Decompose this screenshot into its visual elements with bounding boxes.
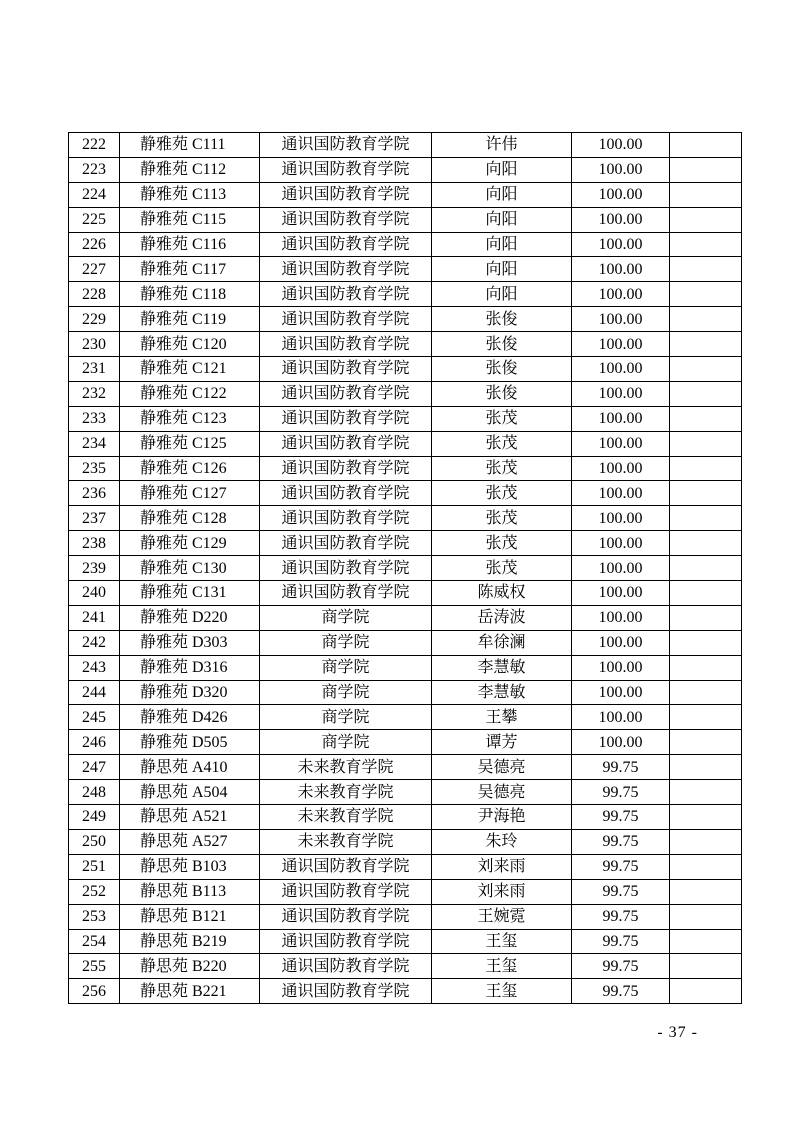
college-cell: 通识国防教育学院 bbox=[260, 556, 432, 581]
table-row bbox=[69, 879, 742, 904]
score-cell: 100.00 bbox=[572, 630, 670, 655]
remark-cell bbox=[670, 879, 742, 904]
row-number-cell: 245 bbox=[69, 705, 120, 730]
person-name-cell: 谭芳 bbox=[432, 730, 572, 755]
remark-cell bbox=[670, 307, 742, 332]
table-row bbox=[69, 655, 742, 680]
remark-cell bbox=[670, 780, 742, 805]
table-row bbox=[69, 456, 742, 481]
row-number-cell: 240 bbox=[69, 581, 120, 606]
table-row bbox=[69, 556, 742, 581]
score-cell: 100.00 bbox=[572, 481, 670, 506]
dorm-room-cell: 静思苑 B121 bbox=[120, 904, 260, 929]
table-row bbox=[69, 157, 742, 182]
person-name-cell: 张茂 bbox=[432, 556, 572, 581]
row-number-cell: 239 bbox=[69, 556, 120, 581]
remark-cell bbox=[670, 481, 742, 506]
score-cell: 100.00 bbox=[572, 282, 670, 307]
table-row bbox=[69, 506, 742, 531]
remark-cell bbox=[670, 954, 742, 979]
table-row bbox=[69, 630, 742, 655]
table-row bbox=[69, 954, 742, 979]
score-cell: 100.00 bbox=[572, 581, 670, 606]
row-number-cell: 249 bbox=[69, 805, 120, 830]
remark-cell bbox=[670, 282, 742, 307]
row-number-cell: 242 bbox=[69, 630, 120, 655]
college-cell: 未来教育学院 bbox=[260, 805, 432, 830]
row-number-cell: 233 bbox=[69, 406, 120, 431]
remark-cell bbox=[670, 805, 742, 830]
row-number-cell: 224 bbox=[69, 182, 120, 207]
row-number-cell: 234 bbox=[69, 431, 120, 456]
score-cell: 99.75 bbox=[572, 954, 670, 979]
remark-cell bbox=[670, 133, 742, 158]
person-name-cell: 刘来雨 bbox=[432, 879, 572, 904]
row-number-cell: 235 bbox=[69, 456, 120, 481]
dorm-room-cell: 静雅苑 C112 bbox=[120, 157, 260, 182]
person-name-cell: 张俊 bbox=[432, 332, 572, 357]
score-cell: 100.00 bbox=[572, 257, 670, 282]
dorm-room-cell: 静思苑 B103 bbox=[120, 854, 260, 879]
person-name-cell: 张茂 bbox=[432, 531, 572, 556]
person-name-cell: 吴德亮 bbox=[432, 755, 572, 780]
college-cell: 通识国防教育学院 bbox=[260, 954, 432, 979]
remark-cell bbox=[670, 655, 742, 680]
remark-cell bbox=[670, 157, 742, 182]
person-name-cell: 牟徐澜 bbox=[432, 630, 572, 655]
remark-cell bbox=[670, 929, 742, 954]
dorm-room-cell: 静雅苑 C115 bbox=[120, 207, 260, 232]
score-cell: 99.75 bbox=[572, 829, 670, 854]
dorm-room-cell: 静思苑 B220 bbox=[120, 954, 260, 979]
college-cell: 通识国防教育学院 bbox=[260, 257, 432, 282]
score-cell: 100.00 bbox=[572, 157, 670, 182]
person-name-cell: 向阳 bbox=[432, 282, 572, 307]
dorm-room-cell: 静雅苑 C121 bbox=[120, 357, 260, 382]
dorm-room-cell: 静思苑 A410 bbox=[120, 755, 260, 780]
person-name-cell: 张俊 bbox=[432, 357, 572, 382]
row-number-cell: 232 bbox=[69, 381, 120, 406]
row-number-cell: 241 bbox=[69, 605, 120, 630]
person-name-cell: 吴德亮 bbox=[432, 780, 572, 805]
dorm-room-cell: 静雅苑 C116 bbox=[120, 232, 260, 257]
remark-cell bbox=[670, 357, 742, 382]
row-number-cell: 236 bbox=[69, 481, 120, 506]
remark-cell bbox=[670, 232, 742, 257]
dorm-room-cell: 静雅苑 C127 bbox=[120, 481, 260, 506]
person-name-cell: 刘来雨 bbox=[432, 854, 572, 879]
person-name-cell: 张茂 bbox=[432, 406, 572, 431]
person-name-cell: 王玺 bbox=[432, 979, 572, 1004]
row-number-cell: 244 bbox=[69, 680, 120, 705]
dorm-room-cell: 静雅苑 C117 bbox=[120, 257, 260, 282]
row-number-cell: 250 bbox=[69, 829, 120, 854]
score-cell: 99.75 bbox=[572, 979, 670, 1004]
person-name-cell: 向阳 bbox=[432, 182, 572, 207]
remark-cell bbox=[670, 979, 742, 1004]
dorm-room-cell: 静雅苑 C118 bbox=[120, 282, 260, 307]
college-cell: 通识国防教育学院 bbox=[260, 406, 432, 431]
college-cell: 通识国防教育学院 bbox=[260, 904, 432, 929]
college-cell: 未来教育学院 bbox=[260, 755, 432, 780]
remark-cell bbox=[670, 406, 742, 431]
score-cell: 100.00 bbox=[572, 531, 670, 556]
score-cell: 100.00 bbox=[572, 357, 670, 382]
dorm-room-cell: 静雅苑 C129 bbox=[120, 531, 260, 556]
college-cell: 通识国防教育学院 bbox=[260, 456, 432, 481]
remark-cell bbox=[670, 854, 742, 879]
college-cell: 通识国防教育学院 bbox=[260, 581, 432, 606]
remark-cell bbox=[670, 182, 742, 207]
score-cell: 100.00 bbox=[572, 655, 670, 680]
score-cell: 99.75 bbox=[572, 805, 670, 830]
person-name-cell: 岳涛波 bbox=[432, 605, 572, 630]
college-cell: 未来教育学院 bbox=[260, 780, 432, 805]
row-number-cell: 253 bbox=[69, 904, 120, 929]
score-cell: 100.00 bbox=[572, 133, 670, 158]
score-cell: 99.75 bbox=[572, 929, 670, 954]
dorm-room-cell: 静雅苑 C128 bbox=[120, 506, 260, 531]
table-row bbox=[69, 979, 742, 1004]
dorm-room-cell: 静思苑 B219 bbox=[120, 929, 260, 954]
person-name-cell: 陈威权 bbox=[432, 581, 572, 606]
dorm-room-cell: 静雅苑 D320 bbox=[120, 680, 260, 705]
dorm-room-cell: 静思苑 A527 bbox=[120, 829, 260, 854]
person-name-cell: 王玺 bbox=[432, 954, 572, 979]
person-name-cell: 张茂 bbox=[432, 506, 572, 531]
person-name-cell: 张俊 bbox=[432, 381, 572, 406]
person-name-cell: 尹海艳 bbox=[432, 805, 572, 830]
score-cell: 100.00 bbox=[572, 182, 670, 207]
score-cell: 100.00 bbox=[572, 605, 670, 630]
college-cell: 商学院 bbox=[260, 655, 432, 680]
table-row bbox=[69, 730, 742, 755]
remark-cell bbox=[670, 705, 742, 730]
row-number-cell: 223 bbox=[69, 157, 120, 182]
score-cell: 99.75 bbox=[572, 780, 670, 805]
row-number-cell: 229 bbox=[69, 307, 120, 332]
score-cell: 100.00 bbox=[572, 680, 670, 705]
dorm-room-cell: 静雅苑 C130 bbox=[120, 556, 260, 581]
college-cell: 通识国防教育学院 bbox=[260, 979, 432, 1004]
person-name-cell: 李慧敏 bbox=[432, 680, 572, 705]
college-cell: 通识国防教育学院 bbox=[260, 307, 432, 332]
table-body bbox=[69, 133, 742, 1004]
college-cell: 通识国防教育学院 bbox=[260, 207, 432, 232]
page-number: - 37 - bbox=[657, 1024, 698, 1041]
score-cell: 100.00 bbox=[572, 431, 670, 456]
table-row bbox=[69, 431, 742, 456]
person-name-cell: 王玺 bbox=[432, 929, 572, 954]
score-cell: 100.00 bbox=[572, 556, 670, 581]
person-name-cell: 朱玲 bbox=[432, 829, 572, 854]
remark-cell bbox=[670, 257, 742, 282]
person-name-cell: 张俊 bbox=[432, 307, 572, 332]
college-cell: 通识国防教育学院 bbox=[260, 481, 432, 506]
row-number-cell: 252 bbox=[69, 879, 120, 904]
dorm-room-cell: 静雅苑 C120 bbox=[120, 332, 260, 357]
remark-cell bbox=[670, 581, 742, 606]
person-name-cell: 王攀 bbox=[432, 705, 572, 730]
table-row bbox=[69, 232, 742, 257]
college-cell: 通识国防教育学院 bbox=[260, 232, 432, 257]
dorm-room-cell: 静雅苑 D220 bbox=[120, 605, 260, 630]
college-cell: 通识国防教育学院 bbox=[260, 133, 432, 158]
college-cell: 通识国防教育学院 bbox=[260, 332, 432, 357]
dorm-room-cell: 静思苑 B221 bbox=[120, 979, 260, 1004]
row-number-cell: 251 bbox=[69, 854, 120, 879]
table-row bbox=[69, 705, 742, 730]
remark-cell bbox=[670, 829, 742, 854]
table-row bbox=[69, 780, 742, 805]
table-row bbox=[69, 755, 742, 780]
table-row bbox=[69, 381, 742, 406]
score-cell: 100.00 bbox=[572, 207, 670, 232]
score-cell: 100.00 bbox=[572, 705, 670, 730]
table-row bbox=[69, 332, 742, 357]
dorm-room-cell: 静思苑 B113 bbox=[120, 879, 260, 904]
person-name-cell: 张茂 bbox=[432, 456, 572, 481]
person-name-cell: 李慧敏 bbox=[432, 655, 572, 680]
college-cell: 通识国防教育学院 bbox=[260, 431, 432, 456]
dorm-room-cell: 静雅苑 C111 bbox=[120, 133, 260, 158]
person-name-cell: 张茂 bbox=[432, 481, 572, 506]
dorm-room-cell: 静雅苑 D505 bbox=[120, 730, 260, 755]
remark-cell bbox=[670, 605, 742, 630]
dorm-room-cell: 静雅苑 C126 bbox=[120, 456, 260, 481]
table-row bbox=[69, 257, 742, 282]
row-number-cell: 228 bbox=[69, 282, 120, 307]
remark-cell bbox=[670, 730, 742, 755]
table-row bbox=[69, 282, 742, 307]
college-cell: 商学院 bbox=[260, 705, 432, 730]
score-cell: 100.00 bbox=[572, 406, 670, 431]
table-row bbox=[69, 207, 742, 232]
row-number-cell: 227 bbox=[69, 257, 120, 282]
score-cell: 100.00 bbox=[572, 332, 670, 357]
college-cell: 通识国防教育学院 bbox=[260, 929, 432, 954]
row-number-cell: 243 bbox=[69, 655, 120, 680]
table-row bbox=[69, 182, 742, 207]
table-row bbox=[69, 133, 742, 158]
row-number-cell: 222 bbox=[69, 133, 120, 158]
person-name-cell: 向阳 bbox=[432, 257, 572, 282]
row-number-cell: 231 bbox=[69, 357, 120, 382]
table-row bbox=[69, 605, 742, 630]
person-name-cell: 向阳 bbox=[432, 157, 572, 182]
college-cell: 通识国防教育学院 bbox=[260, 381, 432, 406]
row-number-cell: 225 bbox=[69, 207, 120, 232]
score-cell: 100.00 bbox=[572, 506, 670, 531]
person-name-cell: 向阳 bbox=[432, 207, 572, 232]
table-row bbox=[69, 854, 742, 879]
table-row bbox=[69, 406, 742, 431]
row-number-cell: 230 bbox=[69, 332, 120, 357]
remark-cell bbox=[670, 431, 742, 456]
dorm-room-cell: 静思苑 A504 bbox=[120, 780, 260, 805]
score-cell: 100.00 bbox=[572, 456, 670, 481]
college-cell: 未来教育学院 bbox=[260, 829, 432, 854]
remark-cell bbox=[670, 207, 742, 232]
dorm-room-cell: 静雅苑 C123 bbox=[120, 406, 260, 431]
college-cell: 通识国防教育学院 bbox=[260, 879, 432, 904]
row-number-cell: 238 bbox=[69, 531, 120, 556]
remark-cell bbox=[670, 506, 742, 531]
score-cell: 99.75 bbox=[572, 879, 670, 904]
row-number-cell: 226 bbox=[69, 232, 120, 257]
college-cell: 通识国防教育学院 bbox=[260, 282, 432, 307]
person-name-cell: 许伟 bbox=[432, 133, 572, 158]
score-cell: 99.75 bbox=[572, 854, 670, 879]
remark-cell bbox=[670, 381, 742, 406]
dorm-room-cell: 静雅苑 C131 bbox=[120, 581, 260, 606]
college-cell: 通识国防教育学院 bbox=[260, 854, 432, 879]
dorm-room-cell: 静雅苑 C119 bbox=[120, 307, 260, 332]
table-row bbox=[69, 680, 742, 705]
remark-cell bbox=[670, 531, 742, 556]
college-cell: 商学院 bbox=[260, 605, 432, 630]
dormitory-score-table bbox=[68, 132, 742, 1004]
college-cell: 通识国防教育学院 bbox=[260, 506, 432, 531]
person-name-cell: 王婉霓 bbox=[432, 904, 572, 929]
table-row bbox=[69, 481, 742, 506]
table-row bbox=[69, 929, 742, 954]
row-number-cell: 255 bbox=[69, 954, 120, 979]
college-cell: 商学院 bbox=[260, 730, 432, 755]
remark-cell bbox=[670, 556, 742, 581]
row-number-cell: 237 bbox=[69, 506, 120, 531]
person-name-cell: 向阳 bbox=[432, 232, 572, 257]
college-cell: 通识国防教育学院 bbox=[260, 531, 432, 556]
score-cell: 100.00 bbox=[572, 232, 670, 257]
table-row bbox=[69, 357, 742, 382]
score-cell: 99.75 bbox=[572, 755, 670, 780]
table-row bbox=[69, 904, 742, 929]
table-row bbox=[69, 307, 742, 332]
dorm-room-cell: 静思苑 A521 bbox=[120, 805, 260, 830]
remark-cell bbox=[670, 332, 742, 357]
score-cell: 100.00 bbox=[572, 381, 670, 406]
row-number-cell: 256 bbox=[69, 979, 120, 1004]
college-cell: 通识国防教育学院 bbox=[260, 357, 432, 382]
college-cell: 通识国防教育学院 bbox=[260, 182, 432, 207]
dorm-room-cell: 静雅苑 D426 bbox=[120, 705, 260, 730]
table-row bbox=[69, 531, 742, 556]
college-cell: 通识国防教育学院 bbox=[260, 157, 432, 182]
dorm-room-cell: 静雅苑 D316 bbox=[120, 655, 260, 680]
person-name-cell: 张茂 bbox=[432, 431, 572, 456]
row-number-cell: 246 bbox=[69, 730, 120, 755]
dorm-room-cell: 静雅苑 D303 bbox=[120, 630, 260, 655]
dorm-room-cell: 静雅苑 C125 bbox=[120, 431, 260, 456]
dorm-room-cell: 静雅苑 C113 bbox=[120, 182, 260, 207]
row-number-cell: 254 bbox=[69, 929, 120, 954]
table-row bbox=[69, 581, 742, 606]
row-number-cell: 248 bbox=[69, 780, 120, 805]
score-cell: 99.75 bbox=[572, 904, 670, 929]
remark-cell bbox=[670, 904, 742, 929]
remark-cell bbox=[670, 755, 742, 780]
dorm-room-cell: 静雅苑 C122 bbox=[120, 381, 260, 406]
remark-cell bbox=[670, 630, 742, 655]
score-cell: 100.00 bbox=[572, 307, 670, 332]
remark-cell bbox=[670, 456, 742, 481]
college-cell: 商学院 bbox=[260, 630, 432, 655]
remark-cell bbox=[670, 680, 742, 705]
college-cell: 商学院 bbox=[260, 680, 432, 705]
table-row bbox=[69, 805, 742, 830]
row-number-cell: 247 bbox=[69, 755, 120, 780]
score-cell: 100.00 bbox=[572, 730, 670, 755]
table-row bbox=[69, 829, 742, 854]
